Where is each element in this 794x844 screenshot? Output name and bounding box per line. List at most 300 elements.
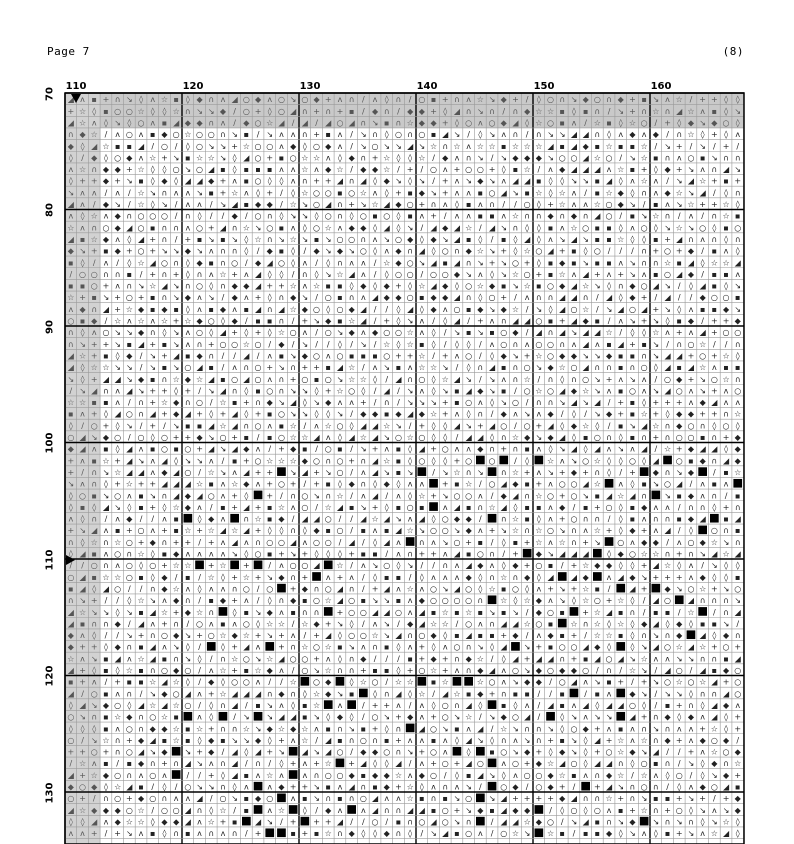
- stitch-symbol: ○: [383, 747, 391, 757]
- stitch-symbol: ☆: [90, 537, 98, 547]
- stitch-symbol: ʌ: [197, 304, 202, 314]
- stitch-symbol: ▪: [618, 363, 624, 373]
- stitch-symbol: ▪: [571, 770, 577, 780]
- stitch-symbol: ▪: [594, 689, 601, 699]
- stitch-symbol: ◊: [150, 817, 155, 827]
- stitch-symbol: ○: [675, 666, 683, 675]
- stitch-symbol: ○: [476, 759, 484, 769]
- stitch-symbol: ○: [722, 118, 730, 128]
- stitch-symbol: ↘: [582, 176, 590, 186]
- stitch-symbol: ↘: [465, 805, 473, 815]
- stitch-symbol: ☆: [277, 502, 286, 512]
- stitch-symbol: ↘: [102, 607, 110, 617]
- stitch-symbol: ◢: [453, 106, 461, 116]
- stitch-symbol: ▪: [372, 549, 378, 559]
- stitch-symbol: /: [432, 351, 435, 361]
- stitch-symbol: ◢: [383, 514, 390, 524]
- stitch-symbol: ↘: [605, 304, 613, 314]
- stitch-symbol: ∩: [734, 537, 741, 547]
- stitch-symbol: ◊: [373, 374, 378, 384]
- stitch-symbol: ʌ: [653, 502, 659, 512]
- stitch-symbol: ▪: [489, 747, 495, 757]
- stitch-symbol: +: [629, 339, 636, 349]
- stitch-symbol: ☆: [406, 328, 414, 338]
- stitch-symbol: ▪: [571, 246, 577, 256]
- stitch-symbol: ∩: [208, 607, 215, 617]
- stitch-symbol: ◢: [371, 491, 379, 501]
- stitch-symbol: ʌ: [583, 200, 589, 209]
- stitch-symbol: ◢: [582, 817, 589, 827]
- stitch-symbol: /: [467, 316, 471, 326]
- stitch-symbol: ↘: [172, 363, 180, 373]
- stitch-symbol: ∩: [430, 794, 437, 804]
- stitch-symbol: ∩: [500, 689, 507, 699]
- stitch-symbol: ↘: [406, 561, 414, 571]
- stitch-symbol: ↘: [418, 398, 426, 408]
- stitch-symbol: ◆: [453, 514, 461, 524]
- stitch-fill: [581, 782, 590, 791]
- stitch-symbol: ▪: [489, 631, 495, 641]
- stitch-fill: [488, 595, 497, 604]
- stitch-fill: [429, 502, 438, 511]
- stitch-symbol: ☆: [535, 141, 543, 151]
- stitch-symbol: ◊: [279, 176, 284, 186]
- stitch-fill: [207, 642, 216, 651]
- stitch-symbol: ◊: [571, 106, 576, 116]
- stitch-symbol: ◆: [67, 782, 74, 792]
- stitch-symbol: ○: [172, 165, 180, 175]
- stitch-symbol: ◊: [384, 502, 389, 512]
- stitch-symbol: /: [104, 829, 108, 839]
- stitch-symbol: ○: [710, 735, 718, 745]
- stitch-symbol: ▪: [547, 619, 554, 629]
- stitch-symbol: ◆: [383, 281, 390, 291]
- stitch-symbol: ↘: [734, 281, 742, 291]
- stitch-symbol: +: [617, 398, 625, 408]
- stitch-symbol: +: [313, 817, 320, 827]
- stitch-symbol: ▪: [606, 223, 612, 233]
- stitch-symbol: ☆: [137, 165, 145, 175]
- stitch-symbol: ↘: [289, 549, 297, 559]
- stitch-symbol: +: [430, 759, 437, 769]
- stitch-symbol: ○: [125, 106, 133, 116]
- stitch-symbol: ∩: [395, 747, 402, 757]
- stitch-symbol: ▪: [161, 735, 168, 745]
- stitch-symbol: ↘: [172, 246, 180, 256]
- stitch-symbol: ▪: [501, 700, 507, 710]
- stitch-symbol: ◆: [208, 176, 215, 186]
- stitch-symbol: ∩: [161, 537, 168, 547]
- stitch-symbol: ◊: [419, 304, 424, 314]
- stitch-symbol: ʌ: [126, 316, 132, 326]
- stitch-symbol: ☆: [593, 526, 601, 536]
- stitch-symbol: ʌ: [688, 782, 694, 792]
- stitch-symbol: ○: [231, 339, 239, 349]
- stitch-symbol: ◢: [161, 677, 168, 687]
- stitch-fill: [616, 689, 625, 698]
- stitch-symbol: +: [722, 502, 730, 512]
- stitch-symbol: /: [361, 619, 365, 629]
- stitch-symbol: ʌ: [197, 689, 202, 699]
- stitch-symbol: /: [572, 829, 576, 839]
- stitch-symbol: /: [198, 467, 201, 477]
- stitch-symbol: ◢: [465, 433, 472, 442]
- stitch-symbol: ▪: [384, 572, 390, 582]
- stitch-symbol: ▪: [68, 281, 74, 291]
- stitch-symbol: ◢: [67, 351, 74, 361]
- stitch-symbol: +: [722, 677, 730, 687]
- stitch-symbol: ○: [640, 759, 648, 769]
- stitch-symbol: ○: [196, 328, 204, 338]
- stitch-symbol: ◢: [126, 456, 133, 466]
- stitch-symbol: ○: [710, 526, 718, 536]
- stitch-symbol: /: [432, 467, 435, 477]
- stitch-symbol: ◊: [185, 677, 190, 687]
- stitch-symbol: ◊: [185, 304, 190, 314]
- stitch-symbol: +: [102, 95, 110, 105]
- stitch-symbol: ○: [301, 654, 309, 664]
- stitch-symbol: ʌ: [454, 176, 460, 186]
- stitch-symbol: ↘: [406, 316, 414, 326]
- stitch-symbol: ☆: [336, 165, 344, 175]
- stitch-symbol: ▪: [653, 153, 659, 163]
- stitch-symbol: ○: [160, 258, 168, 268]
- stitch-symbol: ▪: [629, 502, 636, 512]
- stitch-symbol: ∩: [220, 281, 226, 291]
- stitch-symbol: +: [664, 118, 671, 128]
- stitch-symbol: ▪: [430, 607, 437, 617]
- stitch-symbol: ☆: [640, 654, 648, 664]
- stitch-symbol: ʌ: [325, 654, 331, 664]
- stitch-symbol: ◆: [430, 118, 437, 128]
- stitch-symbol: ▪: [664, 794, 671, 804]
- stitch-symbol: ↘: [207, 782, 215, 792]
- stitch-symbol: ◆: [371, 165, 379, 175]
- stitch-symbol: /: [139, 351, 143, 361]
- stitch-symbol: ○: [336, 770, 344, 780]
- stitch-symbol: /: [92, 200, 96, 209]
- stitch-fill: [184, 514, 193, 523]
- stitch-symbol: ○: [125, 537, 133, 547]
- stitch-symbol: ▪: [594, 176, 601, 186]
- stitch-symbol: ◆: [488, 281, 496, 291]
- stitch-symbol: ☆: [219, 666, 227, 675]
- stitch-symbol: /: [432, 316, 435, 326]
- stitch-symbol: +: [675, 398, 683, 408]
- stitch-symbol: ◊: [712, 421, 717, 431]
- stitch-symbol: ʌ: [349, 258, 355, 268]
- stitch-symbol: ▪: [641, 339, 647, 349]
- stitch-symbol: ○: [570, 642, 578, 652]
- stitch-symbol: ∩: [103, 386, 109, 396]
- stitch-symbol: ▪: [150, 829, 156, 839]
- stitch-symbol: ○: [710, 374, 718, 384]
- stitch-symbol: ʌ: [150, 467, 156, 477]
- stitch-symbol: ↘: [231, 549, 239, 559]
- stitch-symbol: /: [385, 677, 389, 687]
- stitch-symbol: ◆: [559, 794, 566, 804]
- stitch-symbol: ∩: [208, 351, 215, 361]
- stitch-symbol: ○: [441, 759, 449, 769]
- stitch-symbol: /: [560, 817, 564, 827]
- stitch-symbol: +: [313, 467, 320, 477]
- stitch-symbol: ↘: [652, 724, 660, 734]
- stitch-symbol: ▪: [313, 829, 320, 839]
- stitch-symbol: ʌ: [442, 304, 448, 314]
- stitch-symbol: ○: [558, 153, 566, 163]
- stitch-symbol: ▪: [594, 316, 601, 326]
- stitch-symbol: ʌ: [454, 666, 460, 675]
- stitch-symbol: ◊: [115, 421, 120, 431]
- stitch-symbol: ◢: [231, 759, 238, 769]
- stitch-symbol: ☆: [429, 363, 438, 373]
- stitch-symbol: ◆: [535, 677, 542, 687]
- stitch-symbol: ◆: [371, 106, 379, 116]
- stitch-symbol: ○: [675, 433, 683, 442]
- stitch-symbol: ☆: [172, 724, 180, 734]
- stitch-symbol: ◆: [114, 211, 121, 221]
- stitch-symbol: ◆: [477, 561, 484, 571]
- stitch-symbol: ◊: [536, 200, 541, 209]
- stitch-symbol: ☆: [348, 374, 356, 384]
- stitch-symbol: /: [432, 689, 435, 699]
- stitch-symbol: ◢: [67, 118, 74, 128]
- stitch-symbol: ʌ: [91, 328, 97, 338]
- stitch-symbol: /: [525, 631, 529, 641]
- stitch-symbol: ☆: [535, 491, 543, 501]
- stitch-symbol: ▪: [676, 491, 682, 501]
- stitch-symbol: ◊: [373, 281, 378, 291]
- stitch-symbol: /: [350, 491, 354, 501]
- stitch-symbol: +: [453, 165, 461, 175]
- stitch-symbol: ▪: [337, 281, 343, 291]
- stitch-symbol: ʌ: [583, 712, 589, 722]
- stitch-symbol: ↘: [79, 596, 86, 606]
- stitch-symbol: ○: [242, 95, 250, 105]
- stitch-symbol: ☆: [219, 689, 227, 699]
- stitch-symbol: ▪: [419, 293, 425, 303]
- stitch-symbol: ∩: [278, 386, 285, 396]
- stitch-fill: [593, 549, 602, 558]
- stitch-symbol: ▪: [220, 165, 226, 175]
- stitch-symbol: ∩: [723, 596, 729, 606]
- stitch-symbol: ◊: [677, 561, 682, 571]
- stitch-symbol: ◆: [664, 188, 671, 198]
- stitch-symbol: ↘: [383, 363, 391, 373]
- stitch-symbol: ◆: [67, 631, 74, 641]
- stitch-symbol: +: [301, 363, 309, 373]
- stitch-symbol: ʌ: [700, 829, 706, 839]
- stitch-symbol: ◊: [396, 479, 401, 489]
- stitch-symbol: ↘: [476, 467, 484, 477]
- stitch-symbol: +: [207, 689, 215, 699]
- stitch-symbol: ▪: [559, 118, 565, 128]
- stitch-symbol: ∩: [208, 829, 215, 839]
- stitch-symbol: ◊: [127, 258, 132, 268]
- stitch-symbol: ◢: [711, 677, 718, 687]
- stitch-symbol: ◊: [127, 502, 132, 512]
- stitch-symbol: ↘: [266, 712, 274, 722]
- stitch-symbol: ▪: [313, 234, 320, 244]
- stitch-symbol: ↘: [640, 572, 648, 582]
- stitch-symbol: ◢: [184, 689, 191, 699]
- stitch-symbol: ◢: [313, 433, 320, 442]
- stitch-symbol: /: [104, 188, 108, 198]
- stitch-symbol: ◢: [79, 549, 86, 559]
- stitch-symbol: ☆: [546, 456, 555, 466]
- stitch-symbol: ◊: [127, 234, 132, 244]
- stitch-symbol: ↘: [512, 607, 519, 617]
- stitch-symbol: ʌ: [255, 444, 261, 454]
- stitch-symbol: ○: [359, 211, 367, 221]
- stitch-symbol: ◊: [408, 153, 413, 163]
- stitch-symbol: ▪: [465, 549, 472, 559]
- stitch-symbol: ∩: [688, 502, 694, 512]
- stitch-symbol: ○: [430, 269, 438, 279]
- stitch-symbol: ◊: [665, 770, 670, 780]
- stitch-symbol: ◊: [724, 561, 729, 571]
- stitch-symbol: +: [196, 409, 203, 419]
- stitch-symbol: ◢: [301, 118, 308, 128]
- stitch-symbol: ↘: [593, 712, 601, 722]
- stitch-symbol: ▪: [325, 526, 331, 536]
- stitch-symbol: ↘: [512, 281, 519, 291]
- stitch-symbol: ◢: [570, 549, 578, 559]
- stitch-symbol: ↘: [301, 200, 309, 209]
- stitch-symbol: ʌ: [185, 188, 191, 198]
- stitch-symbol: ʌ: [325, 433, 331, 442]
- stitch-symbol: ↘: [67, 479, 75, 489]
- stitch-symbol: ▪: [384, 735, 390, 745]
- stitch-symbol: ◊: [396, 304, 401, 314]
- stitch-symbol: ○: [441, 712, 449, 722]
- stitch-symbol: ∩: [524, 211, 531, 221]
- stitch-symbol: ◆: [102, 165, 110, 175]
- stitch-symbol: ☆: [441, 607, 449, 617]
- stitch-symbol: ☆: [67, 654, 75, 664]
- stitch-symbol: ○: [348, 234, 356, 244]
- stitch-symbol: ◢: [641, 421, 648, 431]
- stitch-symbol: ʌ: [290, 130, 296, 140]
- stitch-symbol: ○: [570, 514, 578, 524]
- stitch-symbol: ◆: [395, 293, 402, 303]
- stitch-symbol: ↘: [301, 211, 309, 221]
- stitch-symbol: ◢: [664, 666, 671, 675]
- stitch-symbol: ☆: [289, 421, 297, 431]
- stitch-symbol: ☆: [160, 607, 169, 617]
- stitch-symbol: ○: [664, 596, 672, 606]
- stitch-symbol: ∩: [734, 234, 741, 244]
- stitch-symbol: ◆: [395, 246, 402, 256]
- stitch-symbol: ☆: [511, 526, 520, 536]
- stitch-symbol: +: [418, 654, 426, 664]
- stitch-symbol: ∩: [149, 328, 156, 338]
- stitch-symbol: +: [512, 95, 519, 105]
- stitch-symbol: /: [490, 654, 494, 664]
- stitch-symbol: ▪: [594, 234, 601, 244]
- stitch-symbol: ◆: [687, 269, 695, 279]
- stitch-symbol: ◆: [535, 549, 542, 559]
- stitch-symbol: ∩: [348, 654, 355, 664]
- stitch-symbol: ○: [242, 619, 250, 629]
- stitch-symbol: ◆: [67, 642, 74, 652]
- stitch-symbol: ☆: [582, 584, 590, 594]
- stitch-symbol: ∩: [559, 95, 566, 105]
- stitch-symbol: ↘: [289, 386, 297, 396]
- stitch-symbol: ○: [359, 794, 367, 804]
- stitch-symbol: ∩: [395, 724, 402, 734]
- stitch-symbol: ▪: [735, 211, 741, 221]
- stitch-symbol: ∩: [360, 153, 367, 163]
- stitch-symbol: ↘: [289, 351, 297, 361]
- stitch-symbol: ◊: [92, 106, 97, 116]
- stitch-symbol: ○: [125, 572, 133, 582]
- stitch-symbol: ∩: [173, 258, 180, 268]
- stitch-symbol: ◢: [137, 467, 145, 477]
- stitch-symbol: ◢: [348, 782, 355, 792]
- stitch-symbol: ☆: [359, 374, 367, 384]
- stitch-symbol: ☆: [301, 642, 309, 652]
- stitch-fill: [347, 805, 356, 814]
- stitch-symbol: ○: [149, 770, 157, 780]
- stitch-symbol: ʌ: [360, 293, 366, 303]
- stitch-symbol: ↘: [336, 328, 344, 338]
- stitch-symbol: ʌ: [220, 479, 226, 489]
- stitch-symbol: ☆: [511, 467, 520, 477]
- stitch-symbol: ◊: [373, 759, 378, 769]
- stitch-symbol: /: [104, 130, 108, 140]
- stitch-symbol: +: [278, 631, 285, 641]
- stitch-symbol: ☆: [722, 351, 730, 361]
- stitch-symbol: ∩: [184, 106, 191, 116]
- stitch-symbol: ↘: [558, 596, 566, 606]
- stitch-fill: [523, 549, 532, 558]
- stitch-symbol: ☆: [172, 374, 180, 384]
- stitch-symbol: ◢: [91, 141, 98, 151]
- stitch-symbol: ☆: [114, 712, 122, 722]
- stitch-symbol: ◊: [373, 829, 378, 839]
- stitch-symbol: ◊: [174, 386, 179, 396]
- stitch-symbol: ◢: [465, 735, 472, 745]
- stitch-symbol: /: [607, 584, 611, 594]
- stitch-fill: [324, 561, 333, 570]
- stitch-symbol: ◆: [208, 514, 215, 524]
- stitch-symbol: ↘: [629, 200, 636, 209]
- stitch-symbol: ▪: [711, 246, 718, 256]
- stitch-symbol: ◆: [699, 735, 706, 745]
- stitch-symbol: ○: [394, 433, 402, 442]
- stitch-symbol: ↘: [722, 619, 730, 629]
- stitch-symbol: ▪: [290, 829, 296, 839]
- stitch-symbol: ◆: [360, 409, 367, 419]
- stitch-symbol: ↘: [301, 339, 309, 349]
- stitch-symbol: ʌ: [150, 95, 156, 105]
- stitch-symbol: +: [710, 351, 718, 361]
- stitch-symbol: ∩: [711, 165, 718, 175]
- stitch-symbol: /: [677, 607, 681, 617]
- stitch-symbol: ◊: [115, 666, 120, 675]
- stitch-symbol: ☆: [137, 549, 145, 559]
- stitch-symbol: ○: [242, 654, 250, 664]
- stitch-symbol: ▪: [150, 293, 156, 303]
- stitch-symbol: /: [701, 269, 705, 279]
- stitch-symbol: ▪: [618, 141, 624, 151]
- stitch-symbol: ʌ: [653, 526, 659, 536]
- stitch-symbol: ↘: [125, 631, 133, 641]
- stitch-symbol: ☆: [371, 514, 379, 524]
- stitch-symbol: +: [593, 269, 601, 279]
- stitch-symbol: ▪: [208, 188, 214, 198]
